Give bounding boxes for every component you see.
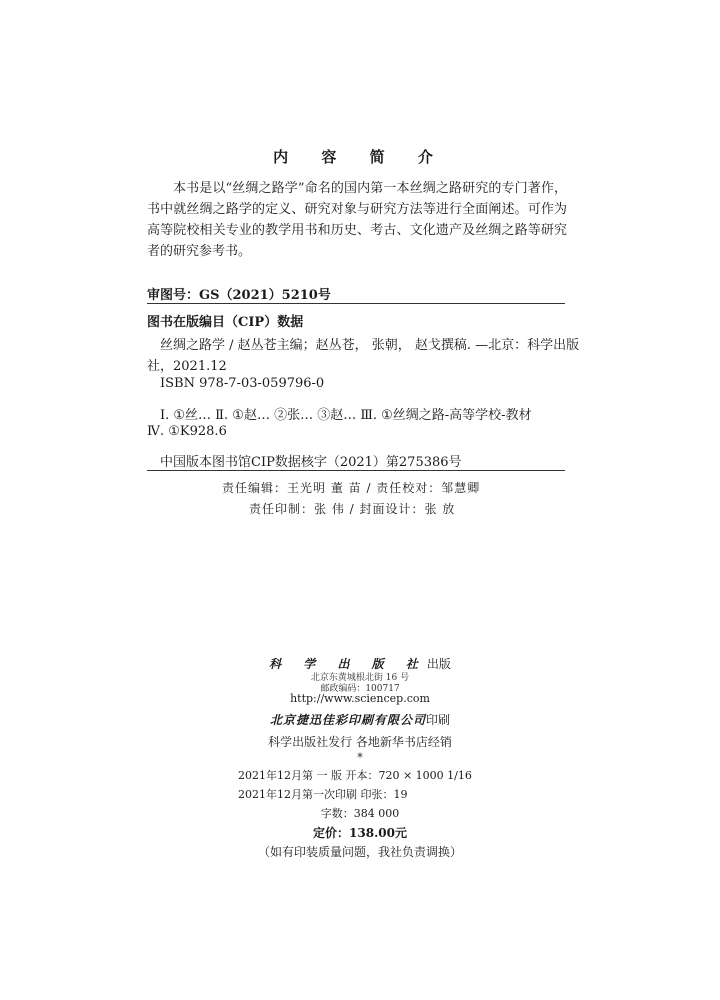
cip-classification-1: Ⅰ. ①丝… Ⅱ. ①赵… ②张… ③赵… Ⅲ. ①丝绸之路-高等学校-教材 <box>160 408 532 423</box>
cip-line1: 丝绸之路学 / 赵丛苍主编；赵丛苍， 张朝， 赵戈撰稿. —北京：科学出版 <box>160 338 580 353</box>
edition-line2: 2021年12月第一次印刷 印张：19 <box>238 788 408 801</box>
distribution-line: 科学出版社发行 各地新华书店经销 <box>268 735 452 749</box>
price: 定价：138.00元 <box>313 826 407 840</box>
edition-line1: 2021年12月第 一 版 开本：720 × 1000 1/16 <box>238 769 472 782</box>
divider-top <box>147 303 565 304</box>
cip-title: 图书在版编目（CIP）数据 <box>147 315 304 330</box>
cip-classification-2: Ⅳ. ①K928.6 <box>147 424 227 439</box>
printer-suffix: 印刷 <box>426 713 451 727</box>
publisher-address: 北京东黄城根北街 16 号 <box>310 673 410 683</box>
printer-line <box>0 709 720 728</box>
publisher-postcode: 邮政编码：100717 <box>320 684 400 694</box>
separator-star: * <box>357 751 363 764</box>
quality-note: （如有印装质量问题，我社负责调换） <box>257 845 462 859</box>
cip-isbn: ISBN 978-7-03-059796-0 <box>160 376 325 391</box>
cip-record-number: 中国版本图书馆CIP数据核字（2021）第275386号 <box>160 455 462 470</box>
publisher-suffix: 出版 <box>426 657 451 671</box>
editors-line1: 责任编辑：王光明 董 苗 / 责任校对：邹慧卿 <box>222 481 481 495</box>
page-heading: 内 容 简 介 <box>273 148 447 166</box>
cip-line2: 社，2021.12 <box>147 359 227 374</box>
divider-bottom <box>147 470 565 471</box>
printer-name: 北京捷迅佳彩印刷有限公司 <box>269 713 426 727</box>
publisher-url: http://www.sciencep.com <box>290 692 430 705</box>
editors-line2: 责任印制：张 伟 / 封面设计：张 放 <box>249 502 456 516</box>
publisher-name: 科 学 出 版 社 <box>269 657 427 671</box>
intro-paragraph: 本书是以“丝绸之路学”命名的国内第一本丝绸之路研究的专门著作，书中就丝绸之路学的定义、研究对象与研究方法等进行全面阐述。可作为高等院校相关专业的教学用书和历史、考古、文化遗产及丝绸之路等研究者的研究参考书。 <box>147 181 567 259</box>
word-count: 字数：384 000 <box>320 807 400 820</box>
map-approval-number: 审图号：GS（2021）5210号 <box>147 288 331 303</box>
intro-section <box>147 178 567 262</box>
